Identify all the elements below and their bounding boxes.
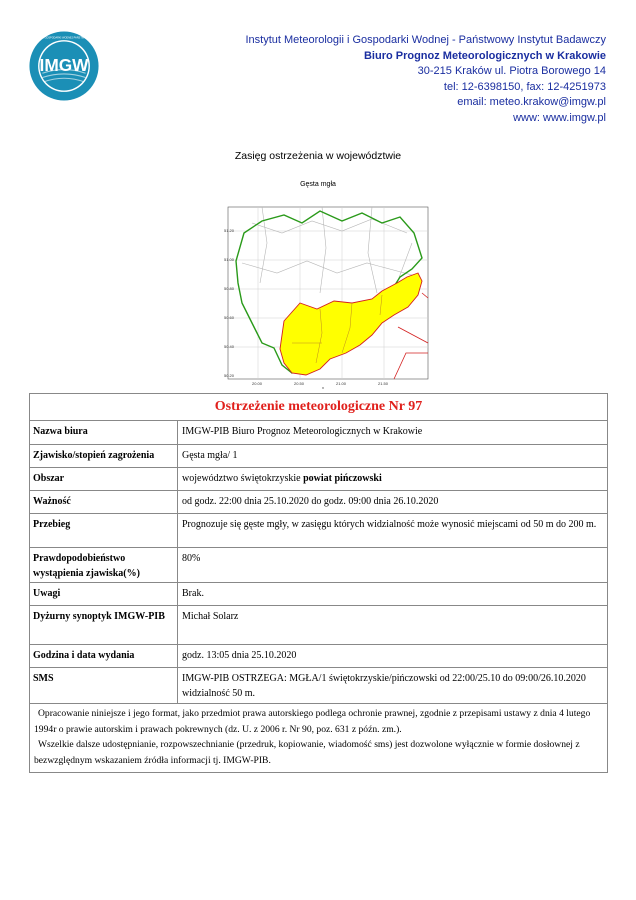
row-value: 80%	[182, 553, 201, 564]
table-row	[30, 606, 607, 645]
institute-header	[186, 33, 606, 126]
warning-table	[29, 393, 608, 773]
area-county: powiat pińczowski	[303, 473, 382, 484]
warning-map	[222, 203, 434, 389]
row-label: Godzina i data wydania	[30, 645, 178, 667]
redistribution-text: Wszelkie dalsze udostępnianie, rozpowszechnianie (przedruk, kopiowanie, wiadomość sms) jest dozwolone wyłącznie w formie dosłownej z bezwzględnym wskazaniem źródła informacji tj. IMGW-PIB.	[34, 739, 580, 766]
logo-ring-text: INSTYTUT METEOROLOGII I GOSPODARKI WODNEJ PAŃSTWOWY INSTYTUT BADAWCZY	[9, 36, 119, 40]
copyright-footer	[30, 704, 607, 772]
row-value: Gęsta mgła/ 1	[182, 450, 238, 461]
x-tick: 21.50	[378, 381, 389, 386]
header-email: email: meteo.krakow@imgw.pl	[457, 96, 606, 108]
x-tick: 20.50	[294, 381, 305, 386]
table-row	[30, 548, 607, 583]
warning-title: Ostrzeżenie meteorologiczne Nr 97	[30, 394, 607, 421]
row-label: Przebieg	[30, 514, 178, 547]
row-label: Prawdopodobieństwo wystąpienia zjawiska(%)	[30, 548, 178, 582]
table-row	[30, 468, 607, 491]
header-phone: tel: 12-6398150, fax: 12-4251973	[443, 80, 606, 93]
row-value: godz. 13:05 dnia 25.10.2020	[182, 650, 297, 661]
row-value: IMGW-PIB Biuro Prognoz Meteorologicznych w Krakowie	[182, 426, 423, 437]
table-row	[30, 491, 607, 514]
x-tick: 20.00	[252, 381, 263, 386]
row-value: Michał Solarz	[182, 611, 239, 622]
map-subtitle: Gęsta mgła	[300, 181, 336, 188]
logo-text: IMGW	[39, 55, 89, 76]
row-label: Nazwa biura	[30, 421, 178, 444]
row-label: Uwagi	[30, 583, 178, 605]
row-value: Prognozuje się gęste mgły, w zasięgu których widzialność może wynosić miejscami od 50 m do 200 m.	[182, 519, 597, 530]
footer-row	[30, 704, 607, 772]
table-row	[30, 583, 607, 606]
header-address: 30-215 Kraków ul. Piotra Borowego 14	[417, 65, 606, 77]
y-tick: 51.20	[224, 228, 235, 233]
header-institute: Instytut Meteorologii i Gospodarki Wodnej - Państwowy Instytut Badawczy	[245, 34, 606, 46]
area-prefix: województwo świętokrzyskie	[182, 473, 304, 484]
table-row	[30, 668, 607, 704]
row-label: Zjawisko/stopień zagrożenia	[30, 445, 178, 467]
table-row	[30, 421, 607, 445]
table-row	[30, 645, 607, 668]
table-row	[30, 445, 607, 468]
map-title: Zasięg ostrzeżenia w województwie	[234, 150, 402, 162]
row-label: SMS	[30, 668, 178, 703]
y-tick: 50.40	[224, 344, 235, 349]
row-label: Obszar	[30, 468, 178, 490]
y-tick: 50.80	[224, 286, 235, 291]
row-label: Ważność	[30, 491, 178, 513]
header-www: www: www.imgw.pl	[513, 111, 606, 124]
y-tick: 50.20	[224, 373, 235, 378]
copyright-text: Opracowanie niniejsze i jego format, jako przedmiot prawa autorskiego podlega ochronie prawnej, zgodnie z przepisami ustawy z dnia 4 lutego 1994r o prawie autorskim i prawach pokrewnych (dz. U. z 2006 r. Nr 90, poz. 631 z późn. zm.).	[34, 708, 591, 735]
x-axis-label: x	[322, 385, 324, 390]
row-value: Brak.	[182, 588, 204, 599]
row-value: IMGW-PIB OSTRZEGA: MGŁA/1 świętokrzyskie/pińczowski od 22:00/25.10 do 09:00/26.10.2020 widzialność 50 m.	[182, 673, 586, 699]
header-office: Biuro Prognoz Meteorologicznych w Krakowie	[363, 49, 606, 62]
table-row	[30, 514, 607, 548]
row-value	[178, 468, 607, 490]
row-label: Dyżurny synoptyk IMGW-PIB	[30, 606, 178, 644]
row-value: od godz. 22:00 dnia 25.10.2020 do godz. 09:00 dnia 26.10.2020	[182, 496, 439, 507]
x-tick: 21.00	[336, 381, 347, 386]
y-tick: 50.60	[224, 315, 235, 320]
imgw-logo	[9, 30, 119, 102]
y-tick: 51.00	[224, 257, 235, 262]
